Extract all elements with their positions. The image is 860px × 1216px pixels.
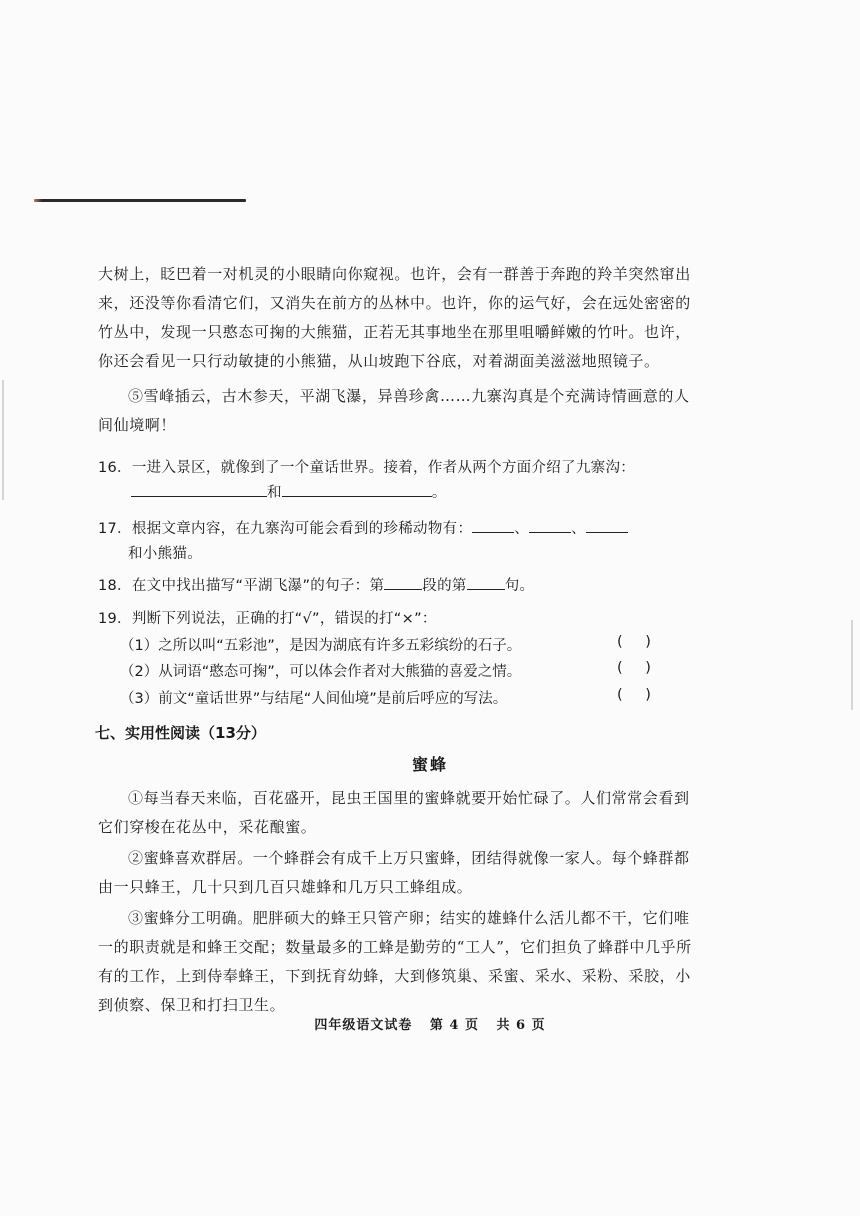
page-footer [0,1014,860,1033]
answer-blank-18a[interactable] [384,575,422,590]
question-19-item-3: （3）前文“童话世界”与结尾“人间仙境”是前后呼应的写法。 [120,691,508,707]
question-17 [98,517,718,538]
question-18 [98,574,718,595]
bees-paragraph-3: ③蜜蜂分工明确。肥胖硕大的蜂王只管产卵；结实的雄蜂什么活儿都不干，它们唯一的职责就是和蜂王交配；数量最多的工蜂是勤劳的“工人”，它们担负了蜂群中几乎所有的工作，上到侍奉蜂王，下到抚育幼蜂，大到修筑巢、采蜜、采水、采粉、采胶，小到侦察、保卫和打扫卫生。 [98,909,692,1014]
footer-exam-name: 四年级语文试卷 [314,1018,413,1033]
passage-paragraph-5: ⑤雪峰插云，古木参天，平湖飞瀑，异兽珍禽……九寨沟真是个充满诗情画意的人间仙境啊！ [98,387,690,434]
question-19-item-1: （1）之所以叫“五彩池”，是因为湖底有许多五彩缤纷的石子。 [120,638,522,654]
passage-paragraph-4: 大树上，眨巴着一对机灵的小眼睛向你窥视。也许，会有一群善于奔跑的羚羊突然窜出来，还没等你看清它们，又消失在前方的丛林中。也许，你的运气好，会在远处密密的竹丛中，发现一只憨态可掬的大熊猫，正若无其事地坐在那里咀嚼鲜嫩的竹叶。也许，你还会看见一只行动敏捷的小熊猫，从山坡跑下谷底，对着湖面美滋滋地照镜子。 [98,265,691,370]
question-19: 19．判断下列说法，正确的打“√”，错误的打“×”： [98,611,437,627]
answer-blank-16b[interactable] [282,482,432,497]
answer-paren-19-2[interactable]: ( ) [617,660,651,676]
scan-edge-mark-left [2,380,4,500]
passage-jiuzhaigou [98,260,704,440]
bees-paragraph-1: ①每当春天来临，百花盛开，昆虫王国里的蜜蜂就要开始忙碌了。人们常常会看到它们穿梭在花丛中，采花酿蜜。 [98,789,690,836]
question-17-line2: 和小熊猫。 [128,546,202,562]
question-16-end: 。 [431,485,447,501]
question-18-text-c: 句。 [504,578,535,594]
question-16-text: 16．一进入景区，就像到了一个童话世界。接着，作者从两个方面介绍了九寨沟： [98,460,636,476]
section-7-heading: 七、实用性阅读（13分） [95,724,266,742]
question-17-sep2: 、 [571,521,586,537]
footer-page-number: 第 4 页 [429,1018,479,1033]
question-17-sep1: 、 [514,521,530,537]
footer-total-pages: 共 6 页 [496,1018,546,1033]
question-19-item-2: （2）从词语“憨态可掬”，可以体会作者对大熊猫的喜爱之情。 [120,664,522,680]
question-16 [98,456,718,477]
bees-paragraph-2: ②蜜蜂喜欢群居。一个蜂群会有成千上万只蜜蜂，团结得就像一家人。每个蜂群都由一只蜂王，几十只到几百只雄蜂和几万只工蜂组成。 [98,849,690,896]
question-18-text-b: 段的第 [422,578,467,594]
answer-paren-19-1[interactable]: ( ) [617,634,651,650]
scan-edge-mark-right [851,620,853,710]
answer-blank-17b[interactable] [529,518,571,533]
question-16-and: 和 [267,485,282,501]
answer-blank-17a[interactable] [472,518,514,533]
answer-blank-16a[interactable] [131,482,267,497]
article-title: 蜜蜂 [411,755,448,774]
question-17-text: 17．根据文章内容，在九寨沟可能会看到的珍稀动物有： [98,521,473,537]
answer-blank-18b[interactable] [467,575,505,590]
passage-bees [98,784,704,1020]
top-divider-line [34,199,246,202]
answer-blank-17c[interactable] [586,518,628,533]
question-16-blanks [131,481,751,502]
question-18-text-a: 18．在文中找出描写“平湖飞瀑”的句子：第 [98,578,385,594]
answer-paren-19-3[interactable]: ( ) [617,687,651,703]
